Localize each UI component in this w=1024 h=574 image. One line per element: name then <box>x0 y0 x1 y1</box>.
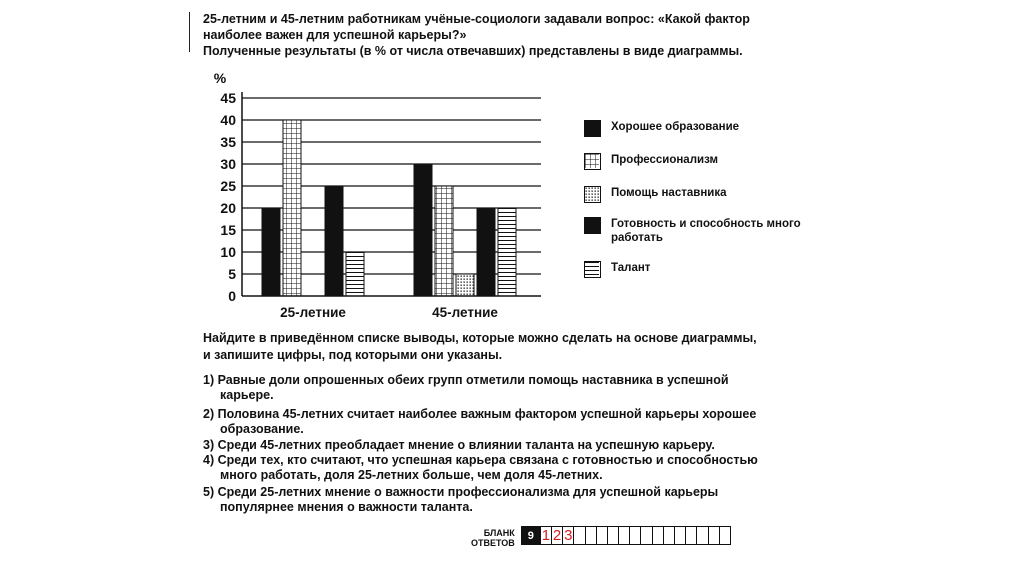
legend-swatch-grid <box>584 153 601 170</box>
legend-swatch-hlines <box>584 261 601 278</box>
bar <box>435 186 453 296</box>
x-tick-label: 45-летние <box>432 305 498 320</box>
y-axis-label: % <box>213 70 227 86</box>
y-tick-label: 0 <box>228 288 236 304</box>
y-tick-label: 30 <box>220 156 236 172</box>
answer-cell[interactable] <box>719 526 731 545</box>
y-tick-label: 35 <box>220 134 236 150</box>
option-line: много работать, доля 25-летних больше, чем доля 45-летних. <box>220 468 603 482</box>
legend-label: Талант <box>611 262 651 274</box>
question-line: и запишите цифры, под которыми они указаны. <box>203 348 503 362</box>
answer-form <box>471 526 731 548</box>
answer-label-line: БЛАНК <box>483 528 515 538</box>
legend-swatch-solid <box>584 217 601 234</box>
legend-label: Помощь наставника <box>611 187 727 199</box>
intro-text <box>203 12 750 60</box>
option-line: образование. <box>220 422 304 436</box>
answer-cell-filled[interactable]: 2 <box>552 527 562 544</box>
bar <box>456 274 474 296</box>
bar <box>325 186 343 296</box>
option-line: популярнее мнения о важности таланта. <box>220 500 473 514</box>
intro-line: Полученные результаты (в % от числа отвечавших) представлены в виде диаграммы. <box>203 44 743 58</box>
legend-label: Профессионализм <box>611 154 719 166</box>
margin-line <box>189 12 190 52</box>
bar <box>262 208 280 296</box>
legend-item <box>584 153 811 170</box>
legend-label: Хорошее образование <box>611 121 740 133</box>
intro-line: наиболее важен для успешной карьеры?» <box>203 28 467 42</box>
answer-cells <box>521 526 731 545</box>
answer-label <box>471 528 515 548</box>
answer-cell-filled[interactable]: 3 <box>564 527 573 544</box>
option-line: 1) Равные доли опрошенных обеих групп отметили помощь наставника в успешной <box>203 373 729 387</box>
bar <box>477 208 495 296</box>
option-line: карьере. <box>220 388 274 402</box>
legend-item <box>584 217 801 245</box>
bar <box>498 208 516 296</box>
y-tick-label: 5 <box>228 266 236 282</box>
option-line: 3) Среди 45-летних преобладает мнение о влиянии таланта на успешную карьеру. <box>203 438 715 452</box>
question-text <box>203 331 757 365</box>
legend-item <box>584 120 811 137</box>
bar <box>346 252 364 296</box>
bar <box>283 120 301 296</box>
y-tick-label: 20 <box>220 200 236 216</box>
y-tick-label: 15 <box>220 222 236 238</box>
answer-cell-filled[interactable]: 1 <box>541 527 551 544</box>
option-line: 4) Среди тех, кто считают, что успешная карьера связана с готовностью и способностью <box>203 453 758 467</box>
legend-item <box>584 186 811 203</box>
bar <box>414 164 432 296</box>
y-tick-label: 40 <box>220 112 236 128</box>
bar-chart <box>196 68 556 326</box>
legend-swatch-dots <box>584 186 601 203</box>
y-tick-label: 45 <box>220 90 236 106</box>
option-line: 2) Половина 45-летних считает наиболее важным фактором успешной карьеры хорошее <box>203 407 757 421</box>
legend-swatch-solid <box>584 120 601 137</box>
intro-line: 25-летним и 45-летним работникам учёные-социологи задавали вопрос: «Какой фактор <box>203 12 750 26</box>
y-tick-label: 25 <box>220 178 236 194</box>
x-tick-label: 25-летние <box>280 305 346 320</box>
legend-item <box>584 261 811 278</box>
option-line: 5) Среди 25-летних мнение о важности профессионализма для успешной карьеры <box>203 485 719 499</box>
y-tick-label: 10 <box>220 244 236 260</box>
question-line: Найдите в приведённом списке выводы, которые можно сделать на основе диаграммы, <box>203 331 757 345</box>
task-number: 9 <box>521 526 541 545</box>
answer-label-line: ОТВЕТОВ <box>471 538 515 548</box>
legend-label: Готовность и способность много работать <box>611 218 801 244</box>
